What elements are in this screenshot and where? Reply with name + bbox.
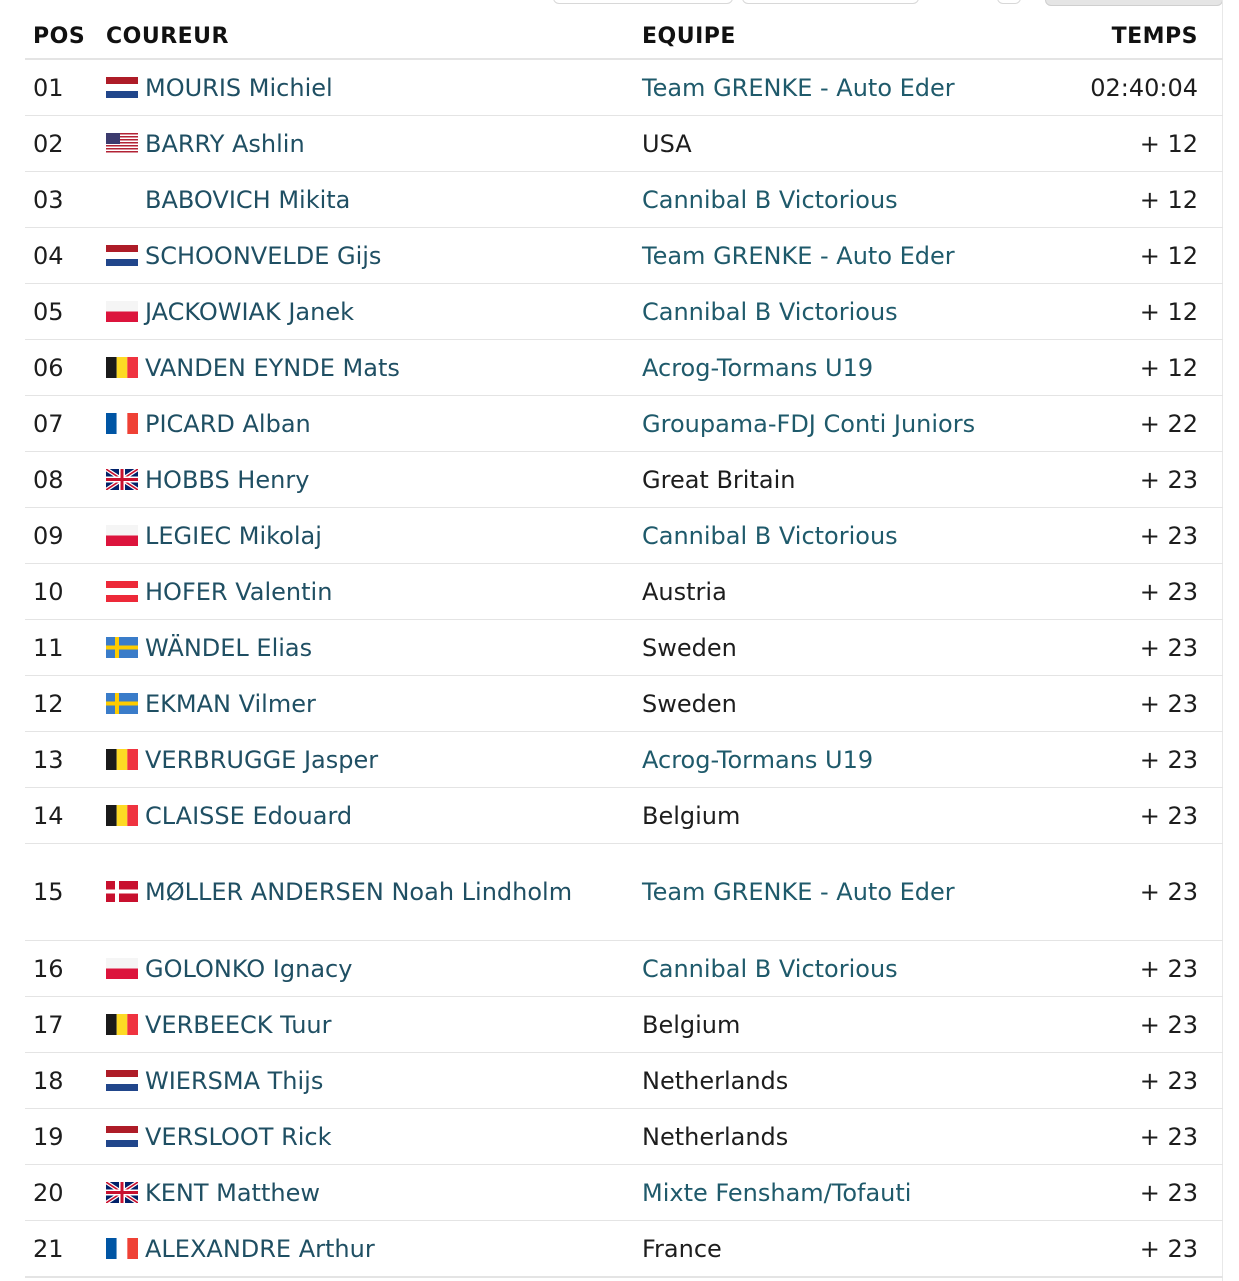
table-row xyxy=(25,116,1223,172)
team-name-link[interactable]: Cannibal B Victorious xyxy=(642,954,898,983)
table-row xyxy=(25,228,1223,284)
belgium-flag-icon xyxy=(106,1014,138,1035)
position-cell: 14 xyxy=(25,788,106,844)
sweden-flag-icon xyxy=(106,693,138,714)
position-cell: 04 xyxy=(25,228,106,284)
rider-name-link[interactable]: LEGIEC Mikolaj xyxy=(145,521,322,550)
position-cell: 13 xyxy=(25,732,106,788)
position-cell: 16 xyxy=(25,941,106,997)
table-row xyxy=(25,844,1223,941)
rider-cell xyxy=(106,452,642,508)
france-flag-icon xyxy=(106,413,138,434)
team-cell xyxy=(642,844,1062,941)
rider-cell xyxy=(106,396,642,452)
results-table xyxy=(25,14,1223,1278)
rider-name-link[interactable]: VERBRUGGE Jasper xyxy=(145,745,379,774)
rider-name-link[interactable]: WÄNDEL Elias xyxy=(145,633,313,662)
team-cell xyxy=(642,1109,1062,1165)
team-name-link[interactable]: Cannibal B Victorious xyxy=(642,521,898,550)
rider-name-link[interactable]: EKMAN Vilmer xyxy=(145,689,316,718)
rider-name-link[interactable]: JACKOWIAK Janek xyxy=(145,297,354,326)
team-name: Netherlands xyxy=(642,1066,789,1095)
team-name: Austria xyxy=(642,577,727,606)
belgium-flag-icon xyxy=(106,805,138,826)
netherlands-flag-icon xyxy=(106,1070,138,1091)
team-name: Sweden xyxy=(642,689,737,718)
time-cell: + 23 xyxy=(1062,788,1223,844)
rider-cell xyxy=(106,1053,642,1109)
rider-name-link[interactable]: SCHOONVELDE Gijs xyxy=(145,241,382,270)
team-cell xyxy=(642,941,1062,997)
filter-button[interactable] xyxy=(553,0,733,4)
team-cell xyxy=(642,676,1062,732)
belgium-flag-icon xyxy=(106,357,138,378)
table-row xyxy=(25,788,1223,844)
great-britain-flag-icon xyxy=(106,469,138,490)
rider-cell xyxy=(106,564,642,620)
time-cell: + 12 xyxy=(1062,340,1223,396)
time-cell: + 23 xyxy=(1062,564,1223,620)
rider-name-link[interactable]: VERBEECK Tuur xyxy=(145,1010,332,1039)
filter-button[interactable] xyxy=(742,0,919,4)
usa-flag-icon xyxy=(106,133,138,154)
rider-name-link[interactable]: VANDEN EYNDE Mats xyxy=(145,353,400,382)
team-name: Great Britain xyxy=(642,465,796,494)
position-cell: 02 xyxy=(25,116,106,172)
table-row xyxy=(25,620,1223,676)
rider-name-link[interactable]: HOBBS Henry xyxy=(145,465,310,494)
time-cell: + 12 xyxy=(1062,172,1223,228)
column-header-rider[interactable]: COUREUR xyxy=(106,14,642,59)
table-header-row xyxy=(25,14,1223,59)
team-name-link[interactable]: Groupama-FDJ Conti Juniors xyxy=(642,409,976,438)
rider-cell xyxy=(106,844,642,941)
table-row xyxy=(25,941,1223,997)
table-row xyxy=(25,1053,1223,1109)
team-cell xyxy=(642,228,1062,284)
table-row xyxy=(25,732,1223,788)
belgium-flag-icon xyxy=(106,749,138,770)
time-cell: + 12 xyxy=(1062,116,1223,172)
time-cell: 02:40:04 xyxy=(1062,59,1223,116)
team-name: Belgium xyxy=(642,1010,741,1039)
rider-name-link[interactable]: WIERSMA Thijs xyxy=(145,1066,324,1095)
table-row xyxy=(25,340,1223,396)
team-cell xyxy=(642,284,1062,340)
team-name-link[interactable]: Cannibal B Victorious xyxy=(642,185,898,214)
poland-flag-icon xyxy=(106,958,138,979)
table-row xyxy=(25,564,1223,620)
time-cell: + 23 xyxy=(1062,620,1223,676)
position-cell: 07 xyxy=(25,396,106,452)
rider-name-link[interactable]: BARRY Ashlin xyxy=(145,129,305,158)
netherlands-flag-icon xyxy=(106,245,138,266)
position-cell: 03 xyxy=(25,172,106,228)
rider-cell xyxy=(106,59,642,116)
team-name: France xyxy=(642,1234,722,1263)
team-name-link[interactable]: Team GRENKE - Auto Eder xyxy=(642,878,955,906)
team-cell xyxy=(642,116,1062,172)
rider-cell xyxy=(106,997,642,1053)
position-cell: 12 xyxy=(25,676,106,732)
column-header-team[interactable]: EQUIPE xyxy=(642,14,1062,59)
rider-name-link[interactable]: MOURIS Michiel xyxy=(145,73,333,102)
table-row xyxy=(25,284,1223,340)
team-name: Netherlands xyxy=(642,1122,789,1151)
rider-name-link[interactable]: ALEXANDRE Arthur xyxy=(145,1234,375,1263)
time-cell: + 23 xyxy=(1062,844,1223,941)
team-name: Belgium xyxy=(642,801,741,830)
position-cell: 10 xyxy=(25,564,106,620)
time-cell: + 23 xyxy=(1062,997,1223,1053)
position-cell: 18 xyxy=(25,1053,106,1109)
team-cell xyxy=(642,788,1062,844)
rider-cell xyxy=(106,941,642,997)
table-row xyxy=(25,1221,1223,1278)
team-name-link[interactable]: Acrog-Tormans U19 xyxy=(642,745,874,774)
team-name-link[interactable]: Mixte Fensham/Tofauti xyxy=(642,1178,912,1207)
team-cell xyxy=(642,1165,1062,1221)
rider-name-link[interactable]: PICARD Alban xyxy=(145,409,311,438)
position-cell: 19 xyxy=(25,1109,106,1165)
time-cell: + 23 xyxy=(1062,508,1223,564)
austria-flag-icon xyxy=(106,581,138,602)
team-name-link[interactable]: Acrog-Tormans U19 xyxy=(642,353,874,382)
poland-flag-icon xyxy=(106,301,138,322)
team-cell xyxy=(642,997,1062,1053)
table-row xyxy=(25,452,1223,508)
time-cell: + 23 xyxy=(1062,1053,1223,1109)
time-cell: + 23 xyxy=(1062,732,1223,788)
position-cell: 05 xyxy=(25,284,106,340)
column-header-pos[interactable]: POS xyxy=(25,14,106,59)
denmark-flag-icon xyxy=(106,881,138,902)
position-cell: 06 xyxy=(25,340,106,396)
rider-name-link[interactable]: CLAISSE Edouard xyxy=(145,801,353,830)
rider-name-link[interactable]: VERSLOOT Rick xyxy=(145,1122,332,1151)
netherlands-flag-icon xyxy=(106,1126,138,1147)
time-cell: + 23 xyxy=(1062,1165,1223,1221)
table-row xyxy=(25,508,1223,564)
france-flag-icon xyxy=(106,1238,138,1259)
rider-cell xyxy=(106,620,642,676)
rider-cell xyxy=(106,340,642,396)
rider-name-link[interactable]: BABOVICH Mikita xyxy=(145,185,351,214)
table-row xyxy=(25,396,1223,452)
team-cell xyxy=(642,340,1062,396)
top-controls-partial xyxy=(0,0,1239,6)
position-cell: 08 xyxy=(25,452,106,508)
team-cell xyxy=(642,732,1062,788)
column-header-time[interactable]: TEMPS xyxy=(1062,14,1223,59)
time-cell: + 23 xyxy=(1062,676,1223,732)
time-cell: + 23 xyxy=(1062,941,1223,997)
toggle-control[interactable] xyxy=(997,0,1021,4)
table-row xyxy=(25,1165,1223,1221)
team-cell xyxy=(642,508,1062,564)
poland-flag-icon xyxy=(106,525,138,546)
rider-cell xyxy=(106,732,642,788)
rider-cell xyxy=(106,508,642,564)
position-cell: 09 xyxy=(25,508,106,564)
rider-cell xyxy=(106,284,642,340)
team-name: USA xyxy=(642,129,692,158)
rider-cell xyxy=(106,788,642,844)
rider-cell xyxy=(106,228,642,284)
position-cell: 17 xyxy=(25,997,106,1053)
position-cell: 11 xyxy=(25,620,106,676)
rider-name-link[interactable]: GOLONKO Ignacy xyxy=(145,954,353,983)
time-cell: + 12 xyxy=(1062,284,1223,340)
netherlands-flag-icon xyxy=(106,77,138,98)
position-cell: 21 xyxy=(25,1221,106,1278)
rider-name-link[interactable]: MØLLER ANDERSEN Noah Lindholm xyxy=(145,878,573,906)
time-cell: + 23 xyxy=(1062,1221,1223,1278)
team-name-link[interactable]: Team GRENKE - Auto Eder xyxy=(642,73,955,102)
team-cell xyxy=(642,59,1062,116)
flag-icon xyxy=(106,189,138,210)
rider-cell xyxy=(106,1109,642,1165)
rider-name-link[interactable]: KENT Matthew xyxy=(145,1178,320,1207)
time-cell: + 22 xyxy=(1062,396,1223,452)
table-row xyxy=(25,1109,1223,1165)
position-cell: 20 xyxy=(25,1165,106,1221)
team-name-link[interactable]: Cannibal B Victorious xyxy=(642,297,898,326)
rider-cell xyxy=(106,116,642,172)
table-row xyxy=(25,997,1223,1053)
rider-name-link[interactable]: HOFER Valentin xyxy=(145,577,333,606)
team-cell xyxy=(642,1221,1062,1278)
rider-cell xyxy=(106,1165,642,1221)
time-cell: + 23 xyxy=(1062,452,1223,508)
table-row xyxy=(25,676,1223,732)
team-cell xyxy=(642,1053,1062,1109)
team-name: Sweden xyxy=(642,633,737,662)
table-row xyxy=(25,172,1223,228)
team-cell xyxy=(642,564,1062,620)
position-cell: 01 xyxy=(25,59,106,116)
rider-cell xyxy=(106,1221,642,1278)
rider-cell xyxy=(106,172,642,228)
team-cell xyxy=(642,452,1062,508)
team-name-link[interactable]: Team GRENKE - Auto Eder xyxy=(642,241,955,270)
team-cell xyxy=(642,620,1062,676)
great-britain-flag-icon xyxy=(106,1182,138,1203)
team-cell xyxy=(642,172,1062,228)
team-cell xyxy=(642,396,1062,452)
action-button[interactable] xyxy=(1045,0,1223,6)
time-cell: + 12 xyxy=(1062,228,1223,284)
table-row xyxy=(25,59,1223,116)
position-cell: 15 xyxy=(25,844,106,941)
rider-cell xyxy=(106,676,642,732)
time-cell: + 23 xyxy=(1062,1109,1223,1165)
sweden-flag-icon xyxy=(106,637,138,658)
